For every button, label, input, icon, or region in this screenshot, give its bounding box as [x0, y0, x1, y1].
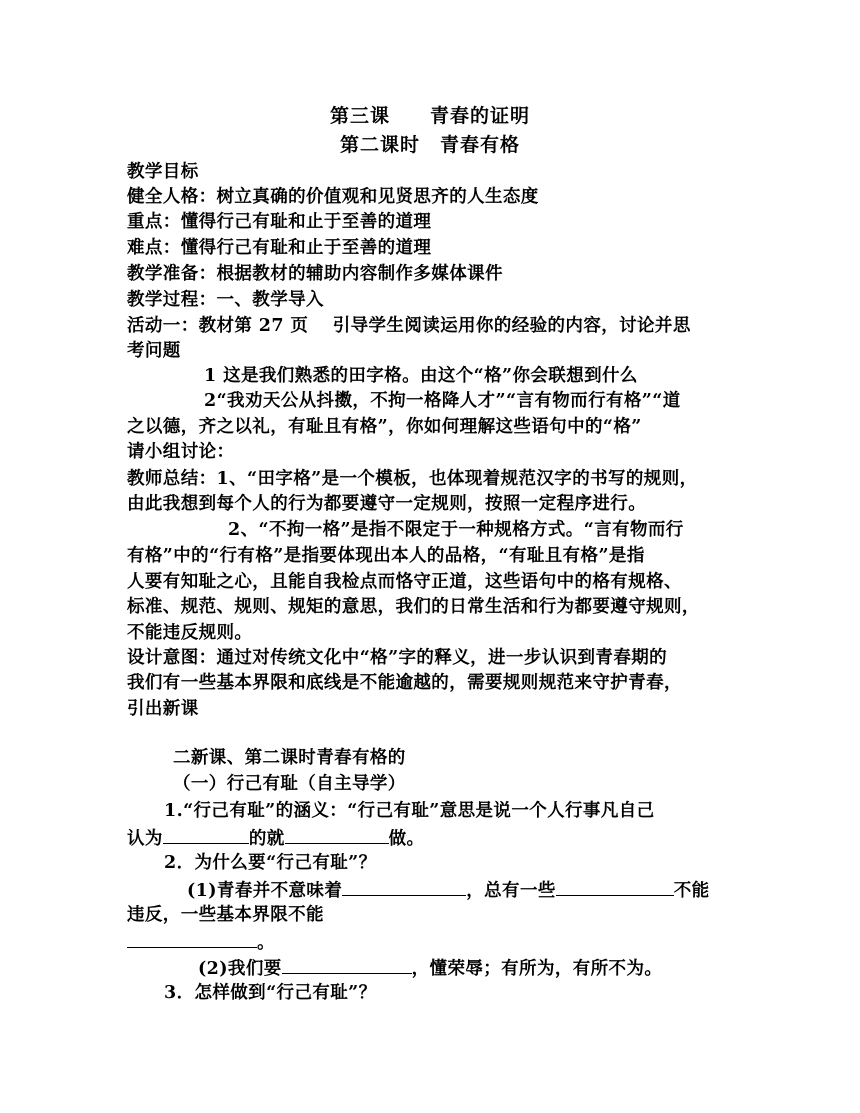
fill-blank[interactable]	[285, 825, 389, 844]
activity-line-2: 考问题	[127, 341, 181, 361]
teaching-preparation: 教学准备：根据教材的辅助内容制作多媒体课件	[127, 264, 503, 284]
activity-question-2a: 2“我劝天公从抖擞，不拘一格降人才”“言有物而行有格”“道	[204, 391, 681, 411]
activity-question-2b: 之以德，齐之以礼，有耻且有格”，你如何理解这些语句中的“格”	[127, 417, 642, 437]
summary-line-3: 2、“不拘一格”是指不限定于一种规格方式。“言有物而行	[228, 520, 684, 540]
item2-point1-text-c: 不能	[673, 881, 710, 901]
intent-line-1: 设计意图：通过对传统文化中“格”字的释义，进一步认识到青春期的	[127, 648, 668, 668]
item2-point1-line	[187, 877, 860, 902]
goals-heading: 教学目标	[127, 162, 199, 182]
new-lesson-sub1: （一）行己有耻（自主导学）	[173, 774, 406, 794]
lesson-subtitle: 第二课时 青春有格	[339, 134, 520, 156]
item2-point1-end	[127, 929, 860, 954]
summary-line-5: 人要有知耻之心，且能自我检点而恪守正道，这些语句中的格有规格、	[127, 572, 682, 592]
activity-question-1: 1 这是我们熟悉的田字格。由这个“格”你会联想到什么	[204, 366, 638, 386]
item1-definition: 1.“行己有耻”的涵义：“行己有耻”意思是说一个人行事凡自己	[164, 801, 655, 821]
fill-blank[interactable]	[282, 955, 412, 974]
activity-discuss: 请小组讨论：	[127, 442, 235, 462]
new-lesson-heading: 二新课、第二课时青春有格的	[173, 748, 406, 768]
item2-point1-text-a: (1)青春并不意味着	[187, 881, 343, 901]
teaching-process: 教学过程：一、教学导入	[127, 290, 324, 310]
fill-blank[interactable]	[556, 877, 674, 896]
intent-line-2: 我们有一些基本界限和底线是不能逾越的，需要规则规范来守护青春，	[127, 673, 682, 693]
item2-point2-line	[198, 955, 860, 980]
item2-point1-cont: 违反，一些基本界限不能	[127, 905, 324, 925]
fill-blank[interactable]	[127, 929, 257, 948]
item3-question: 3．怎样做到“行己有耻”？	[164, 983, 377, 1003]
item1-text-a: 认为	[127, 829, 163, 849]
summary-line-4: 有格”中的“行有格”是指要体现出本人的品格，“有耻且有格”是指	[127, 546, 645, 566]
item2-point2-text-a: (2)我们要	[198, 959, 282, 979]
intent-line-3: 引出新课	[127, 699, 199, 719]
lesson-title: 第三课 青春的证明	[329, 105, 530, 127]
item2-point1-period: 。	[257, 933, 275, 953]
item1-text-c: 做。	[388, 829, 425, 849]
item2-question: 2．为什么要“行己有耻”？	[164, 853, 377, 873]
goal-personality: 健全人格：树立真确的价值观和见贤思齐的人生态度	[127, 187, 539, 207]
summary-line-1: 教师总结：1、“田字格”是一个模板，也体现着规范汉字的书写的规则，	[127, 469, 698, 489]
goal-difficulty: 难点：懂得行己有耻和止于至善的道理	[127, 238, 432, 258]
fill-blank[interactable]	[342, 877, 466, 896]
summary-line-2: 由此我想到每个人的行为都要遵守一定规则，按照一定程序进行。	[127, 494, 647, 514]
fill-blank[interactable]	[163, 825, 249, 844]
summary-line-6: 标准、规范、规则、规矩的意思，我们的日常生活和行为都要遵守规则，	[127, 597, 700, 617]
item1-fill-line	[127, 825, 860, 850]
goal-key-point: 重点：懂得行己有耻和止于至善的道理	[127, 212, 432, 232]
item2-point2-text-b: ，懂荣辱；有所为，有所不为。	[411, 959, 663, 979]
item1-text-b: 的就	[248, 829, 285, 849]
summary-line-7: 不能违反规则。	[127, 623, 253, 643]
item2-point1-text-b: ，总有一些	[466, 881, 556, 901]
activity-line-1: 活动一：教材第 27 页 引导学生阅读运用你的经验的内容，讨论并思	[127, 316, 691, 336]
